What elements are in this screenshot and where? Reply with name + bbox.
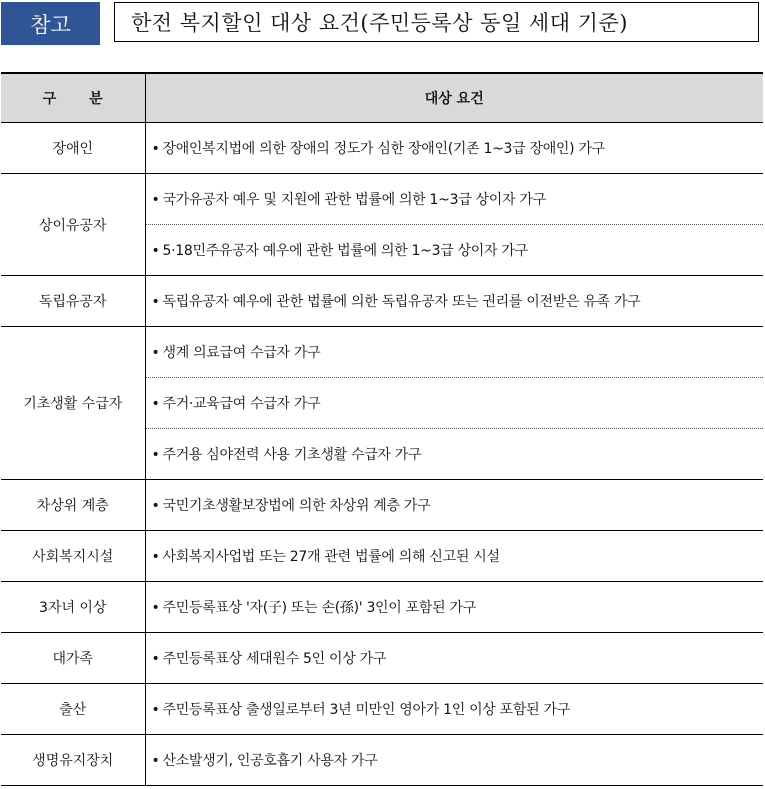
requirement-text: 사회복지사업법 또는 27개 관련 법률에 의해 신고된 시설 [162,549,500,565]
category-cell: 대가족 [1,633,145,684]
requirement-cell [145,633,763,684]
requirement-text: 국민기초생활보장법에 의한 차상위 계층 가구 [162,498,431,514]
category-cell: 독립유공자 [1,276,145,327]
requirement-text: 주민등록표상 출생일로부터 3년 미만인 영아가 1인 이상 포함된 가구 [162,702,570,718]
bullet-icon: • [151,600,160,616]
bullet-icon: • [151,753,160,769]
table-row [1,531,763,582]
table-row [1,327,763,378]
requirement-cell [145,480,763,531]
category-cell: 상이유공자 [1,174,145,276]
table-row [1,633,763,684]
bullet-icon: • [151,498,160,514]
requirement-cell [145,276,763,327]
category-cell: 차상위 계층 [1,480,145,531]
table-row [1,735,763,786]
table-row [1,123,763,174]
bullet-icon: • [151,192,160,208]
requirement-cell [145,378,763,429]
requirement-text: 독립유공자 예우에 관한 법률에 의한 독립유공자 또는 권리를 이전받은 유족 가구 [162,294,641,310]
requirement-text: 산소발생기, 인공호흡기 사용자 가구 [162,753,378,769]
bullet-icon: • [151,651,160,667]
table-row [1,480,763,531]
requirement-text: 주민등록표상 '자(子) 또는 손(孫)' 3인이 포함된 가구 [162,600,476,616]
category-cell: 장애인 [1,123,145,174]
requirement-cell [145,327,763,378]
table-row [1,174,763,225]
bullet-icon: • [151,345,160,361]
title-bar [0,0,765,48]
bullet-icon: • [151,702,160,718]
requirement-text: 5·18민주유공자 예우에 관한 법률에 의한 1~3급 상이자 가구 [162,243,528,259]
bullet-icon: • [151,141,160,157]
bullet-icon: • [151,294,160,310]
category-cell: 생명유지장치 [1,735,145,786]
requirement-text: 생계 의료급여 수급자 가구 [162,345,321,361]
requirement-text: 주거용 심야전력 사용 기초생활 수급자 가구 [162,447,422,463]
requirement-cell [145,225,763,276]
page-title: 한전 복지할인 대상 요건(주민등록상 동일 세대 기준) [114,2,759,42]
category-cell: 3자녀 이상 [1,582,145,633]
requirement-text: 장애인복지법에 의한 장애의 정도가 심한 장애인(기존 1~3급 장애인) 가구 [162,141,605,157]
requirement-cell [145,531,763,582]
bullet-icon: • [151,447,160,463]
requirement-cell [145,735,763,786]
column-header-requirement: 대상 요건 [145,73,763,123]
table-header-row [1,73,763,123]
table-row [1,276,763,327]
requirement-cell [145,174,763,225]
requirement-text: 주민등록표상 세대원수 5인 이상 가구 [162,651,387,667]
requirements-table [1,72,763,786]
requirement-cell [145,684,763,735]
reference-tag: 참고 [1,2,100,45]
bullet-icon: • [151,396,160,412]
table-row [1,684,763,735]
category-cell: 출산 [1,684,145,735]
category-cell: 사회복지시설 [1,531,145,582]
table-row [1,582,763,633]
table-body [1,123,763,786]
column-header-category: 구 분 [1,73,145,123]
requirement-text: 국가유공자 예우 및 지원에 관한 법률에 의한 1~3급 상이자 가구 [162,192,546,208]
requirement-cell [145,582,763,633]
requirement-cell [145,429,763,480]
bullet-icon: • [151,243,160,259]
requirement-text: 주거·교육급여 수급자 가구 [162,396,321,412]
bullet-icon: • [151,549,160,565]
category-cell: 기초생활 수급자 [1,327,145,480]
requirement-cell [145,123,763,174]
